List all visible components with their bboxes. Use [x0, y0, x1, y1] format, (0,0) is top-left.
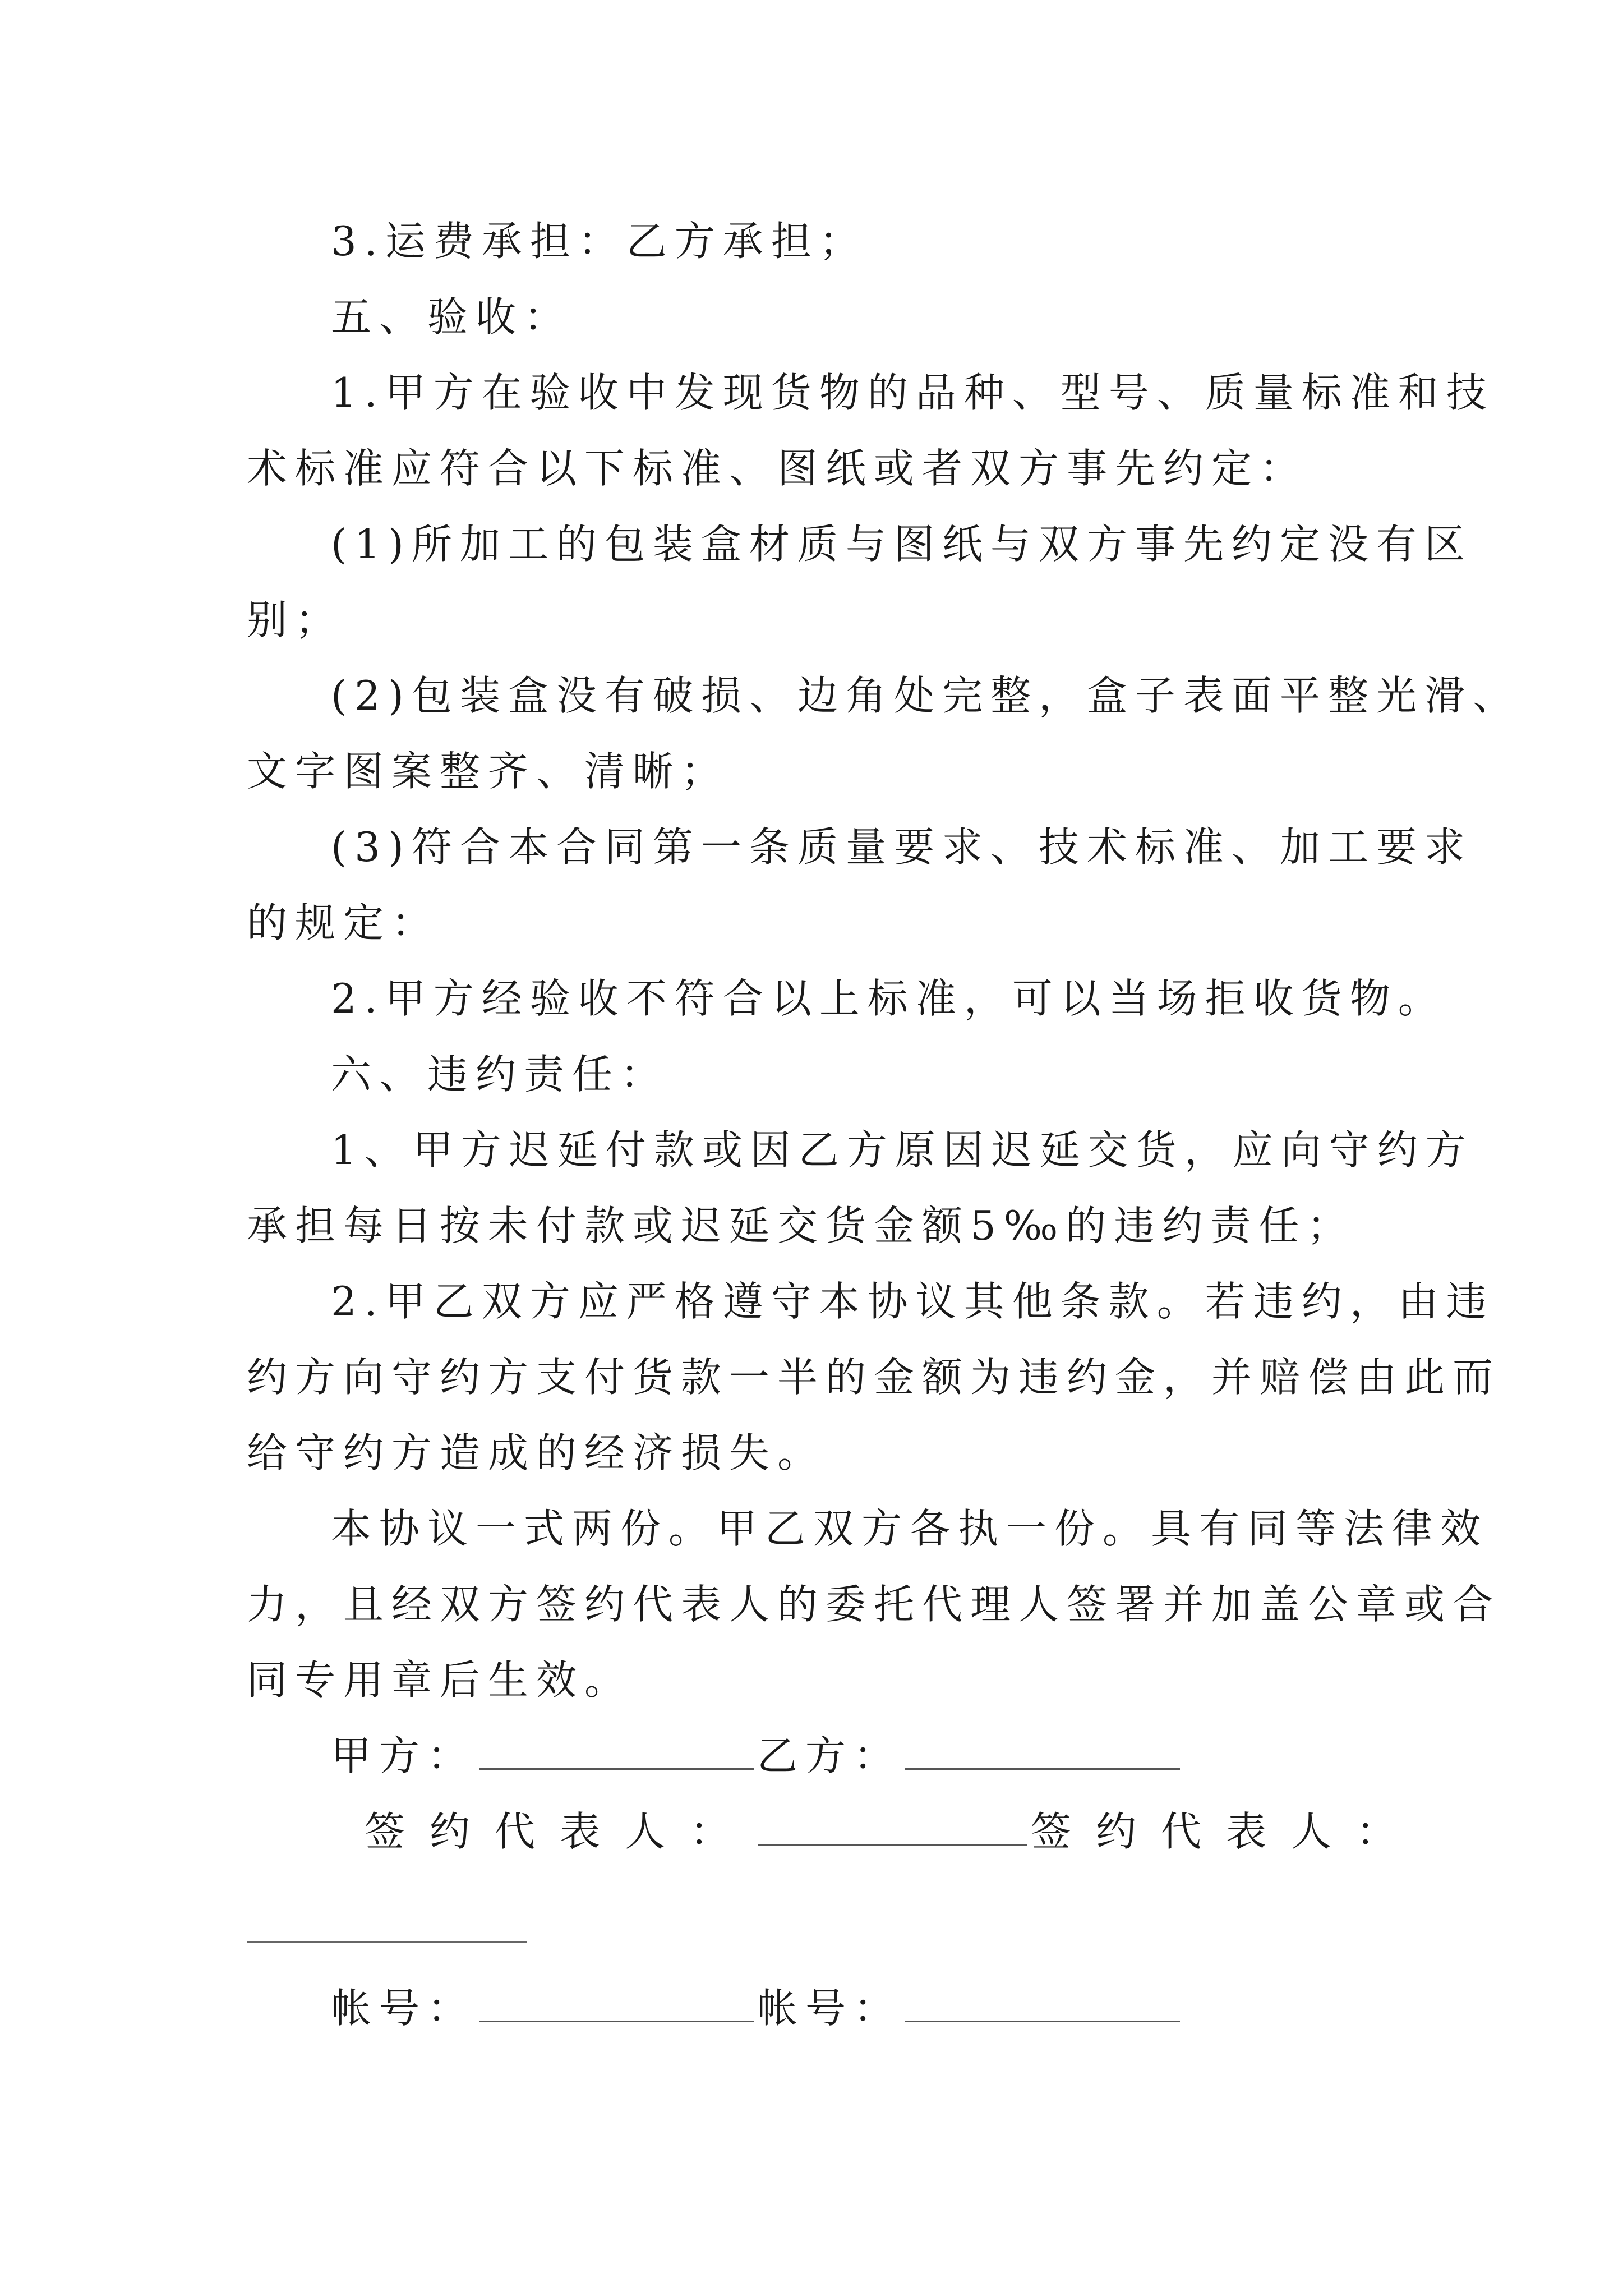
paragraph-line: 给守约方造成的经济损失。 — [247, 1429, 826, 1476]
rep-a-blank[interactable] — [758, 1810, 1027, 1846]
paragraph-line: 2.甲方经验收不符合以上标准，可以当场拒收货物。 — [331, 975, 1446, 1022]
paragraph-line: 别； — [247, 596, 344, 643]
paragraph-line: 1.甲方在验收中发现货物的品种、型号、质量标准和技 — [331, 369, 1495, 416]
paragraph-line: 文字图案整齐、清晰； — [247, 748, 730, 795]
paragraph-line: 1、甲方迟延付款或因乙方原因迟延交货，应向守约方 — [331, 1126, 1474, 1174]
rep-a-label: 签约代表人： — [365, 1808, 755, 1855]
paragraph-line: 本协议一式两份。甲乙双方各执一份。具有同等法律效 — [331, 1505, 1489, 1552]
section-heading-acceptance: 五、验收： — [331, 293, 573, 341]
account-a-blank[interactable] — [479, 1987, 754, 2022]
paragraph-freight: 3.运费承担：乙方承担； — [331, 218, 868, 265]
paragraph-line: (2)包装盒没有破损、边角处完整，盒子表面平整光滑、 — [331, 672, 1521, 719]
rep-b-blank[interactable] — [247, 1941, 527, 1943]
rep-b-label: 签约代表人： — [1031, 1808, 1422, 1855]
paragraph-line: 约方向守约方支付货款一半的金额为违约金，并赔偿由此而 — [247, 1354, 1501, 1401]
section-heading-liability: 六、违约责任： — [331, 1051, 669, 1098]
paragraph-line: 承担每日按未付款或迟延交货金额5‰的违约责任； — [247, 1202, 1355, 1249]
paragraph-line: 术标准应符合以下标准、图纸或者双方事先约定： — [247, 445, 1308, 492]
account-b-blank[interactable] — [905, 1987, 1180, 2022]
paragraph-line: 的规定： — [247, 899, 440, 946]
party-b-blank[interactable] — [905, 1734, 1180, 1770]
paragraph-line: 同专用章后生效。 — [247, 1657, 633, 1704]
signature-parties-row — [331, 1731, 1183, 1781]
paragraph-line: 2.甲乙双方应严格遵守本协议其他条款。若违约，由违 — [331, 1278, 1495, 1325]
party-a-label: 甲方： — [331, 1732, 476, 1779]
signature-account-row — [331, 1983, 1183, 2033]
party-a-blank[interactable] — [479, 1734, 754, 1770]
paragraph-line: 力，且经双方签约代表人的委托代理人签署并加盖公章或合 — [247, 1581, 1501, 1628]
account-a-label: 帐号： — [331, 1985, 476, 2032]
paragraph-line: (1)所加工的包装盒材质与图纸与双方事先约定没有区 — [331, 521, 1473, 568]
paragraph-line: (3)符合本合同第一条质量要求、技术标准、加工要求 — [331, 823, 1473, 871]
party-b-label: 乙方： — [757, 1732, 902, 1779]
account-b-label: 帐号： — [757, 1985, 902, 2032]
signature-representative-row — [365, 1806, 1421, 1857]
